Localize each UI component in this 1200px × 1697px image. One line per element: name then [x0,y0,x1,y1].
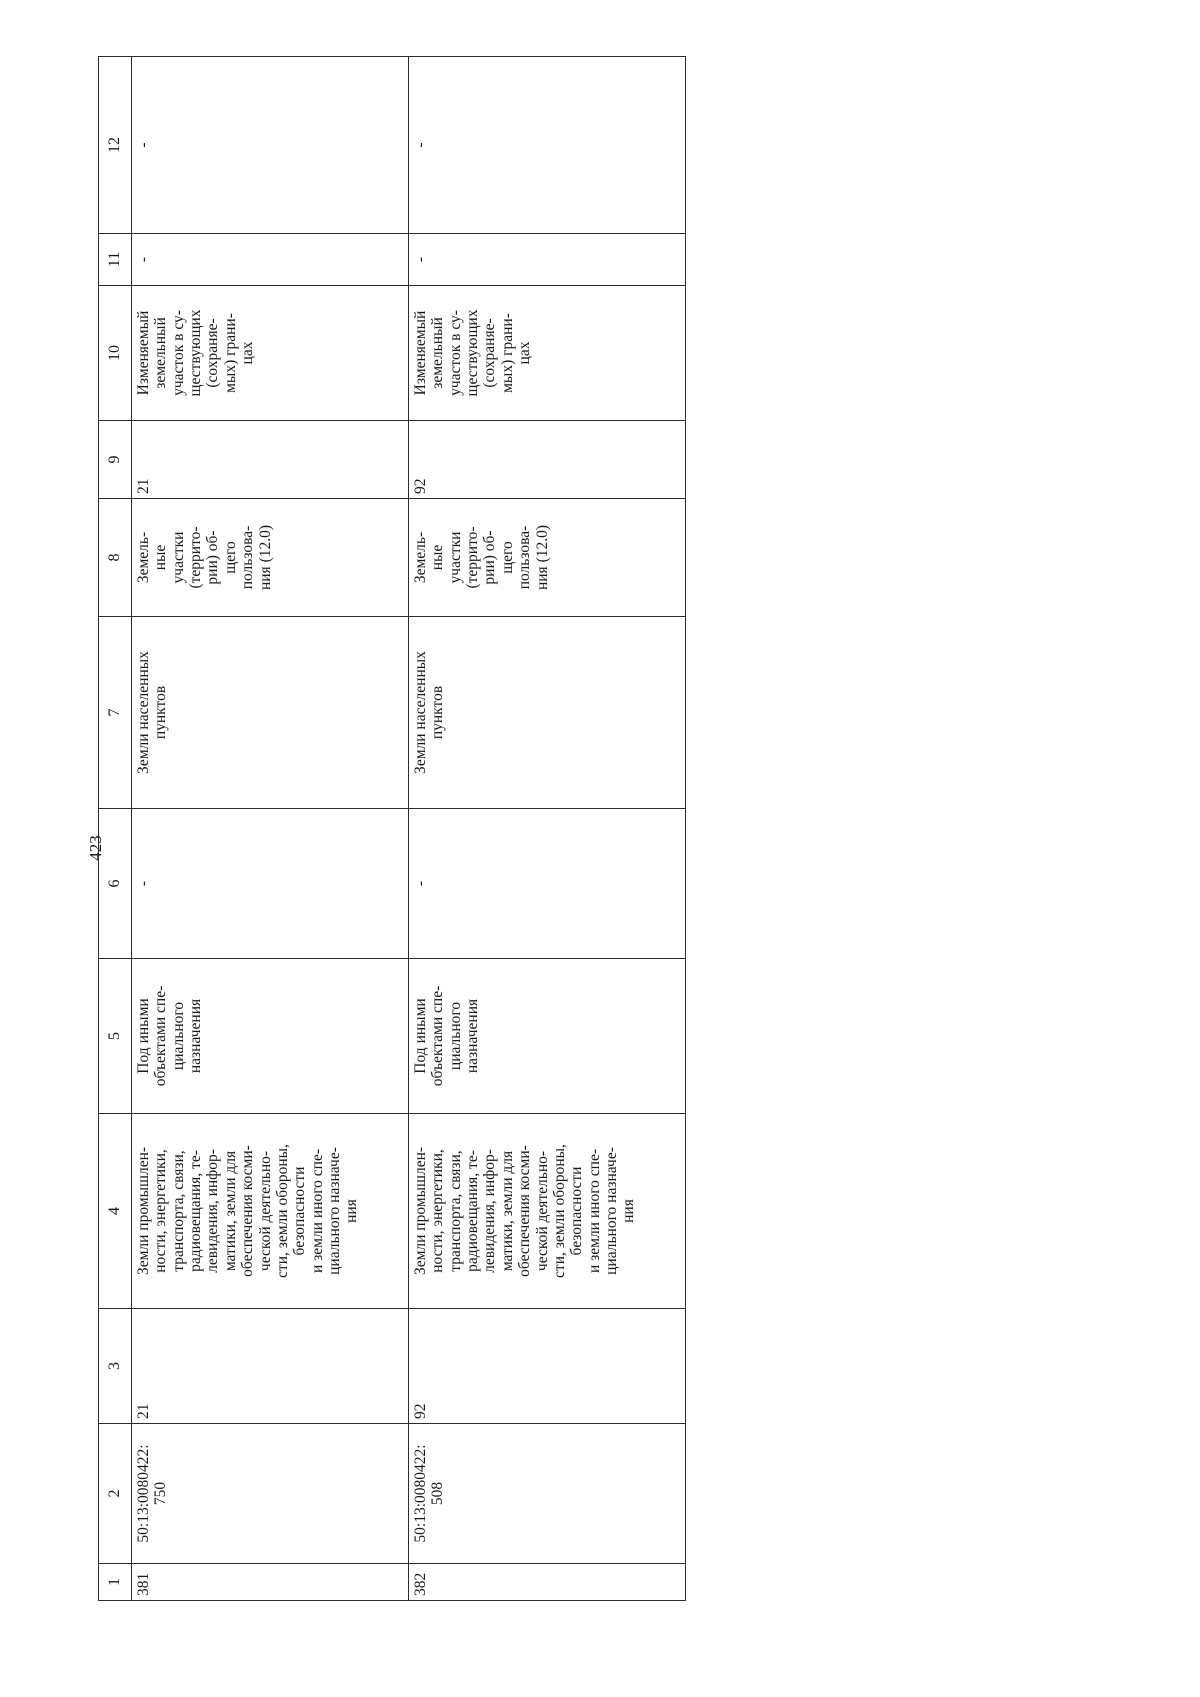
table-row [409,57,686,1601]
column-header: 3 [99,1309,132,1424]
column-header: 11 [99,234,132,286]
col12-cell: - [132,57,409,234]
row-number-cell: 381 [132,1564,409,1601]
new-permitted-use-cell: Земель- ные участки (террито- рии) об- щего пользова- ния (12.0) [409,499,686,617]
rotated-table-frame [98,57,686,1601]
register-table-container [98,57,686,1601]
area-cell: 21 [132,1309,409,1424]
area-cell: 92 [409,1309,686,1424]
column-header: 5 [99,959,132,1114]
new-area-cell: 92 [409,421,686,499]
new-land-category-cell: Земли населенных пунктов [132,617,409,809]
column-header: 8 [99,499,132,617]
cadastral-number-cell: 50:13:0080422: 750 [132,1424,409,1564]
new-permitted-use-cell: Земель- ные участки (террито- рии) об- щего пользова- ния (12.0) [132,499,409,617]
column-header: 2 [99,1424,132,1564]
permitted-use-cell: Под иными объектами спе- циального назначения [409,959,686,1114]
cadastral-number-cell: 50:13:0080422: 508 [409,1424,686,1564]
col11-cell: - [409,234,686,286]
col11-cell: - [132,234,409,286]
land-plot-register-table [98,56,686,1601]
column-header: 7 [99,617,132,809]
change-method-cell: Изменяемый земельный участок в су- ществующих (сохраняе- мых) грани- цах [132,286,409,421]
column-header: 6 [99,809,132,959]
col6-cell: - [132,809,409,959]
change-method-cell: Изменяемый земельный участок в су- ществующих (сохраняе- мых) грани- цах [409,286,686,421]
column-number-header-row [99,57,132,1601]
col6-cell: - [409,809,686,959]
column-header: 4 [99,1114,132,1309]
page-number-text: 423 [86,835,105,861]
col12-cell: - [409,57,686,234]
land-category-cell: Земли промышлен- ности, энергетики, транспорта, связи, радиовещания, те- левидения, инфор- матики, земли для обеспечения косми- ческой деятельно- сти, земли обороны, безопасности и земли иного спе- циального назначе- ния [132,1114,409,1309]
table-row [132,57,409,1601]
column-header: 1 [99,1564,132,1601]
column-header: 10 [99,286,132,421]
row-number-cell: 382 [409,1564,686,1601]
land-category-cell: Земли промышлен- ности, энергетики, транспорта, связи, радиовещания, те- левидения, инфор- матики, земли для обеспечения косми- ческой деятельно- сти, земли обороны, безопасности и земли иного спе- циального назначе- ния [409,1114,686,1309]
new-area-cell: 21 [132,421,409,499]
permitted-use-cell: Под иными объектами спе- циального назначения [132,959,409,1114]
column-header: 12 [99,57,132,234]
column-header: 9 [99,421,132,499]
new-land-category-cell: Земли населенных пунктов [409,617,686,809]
